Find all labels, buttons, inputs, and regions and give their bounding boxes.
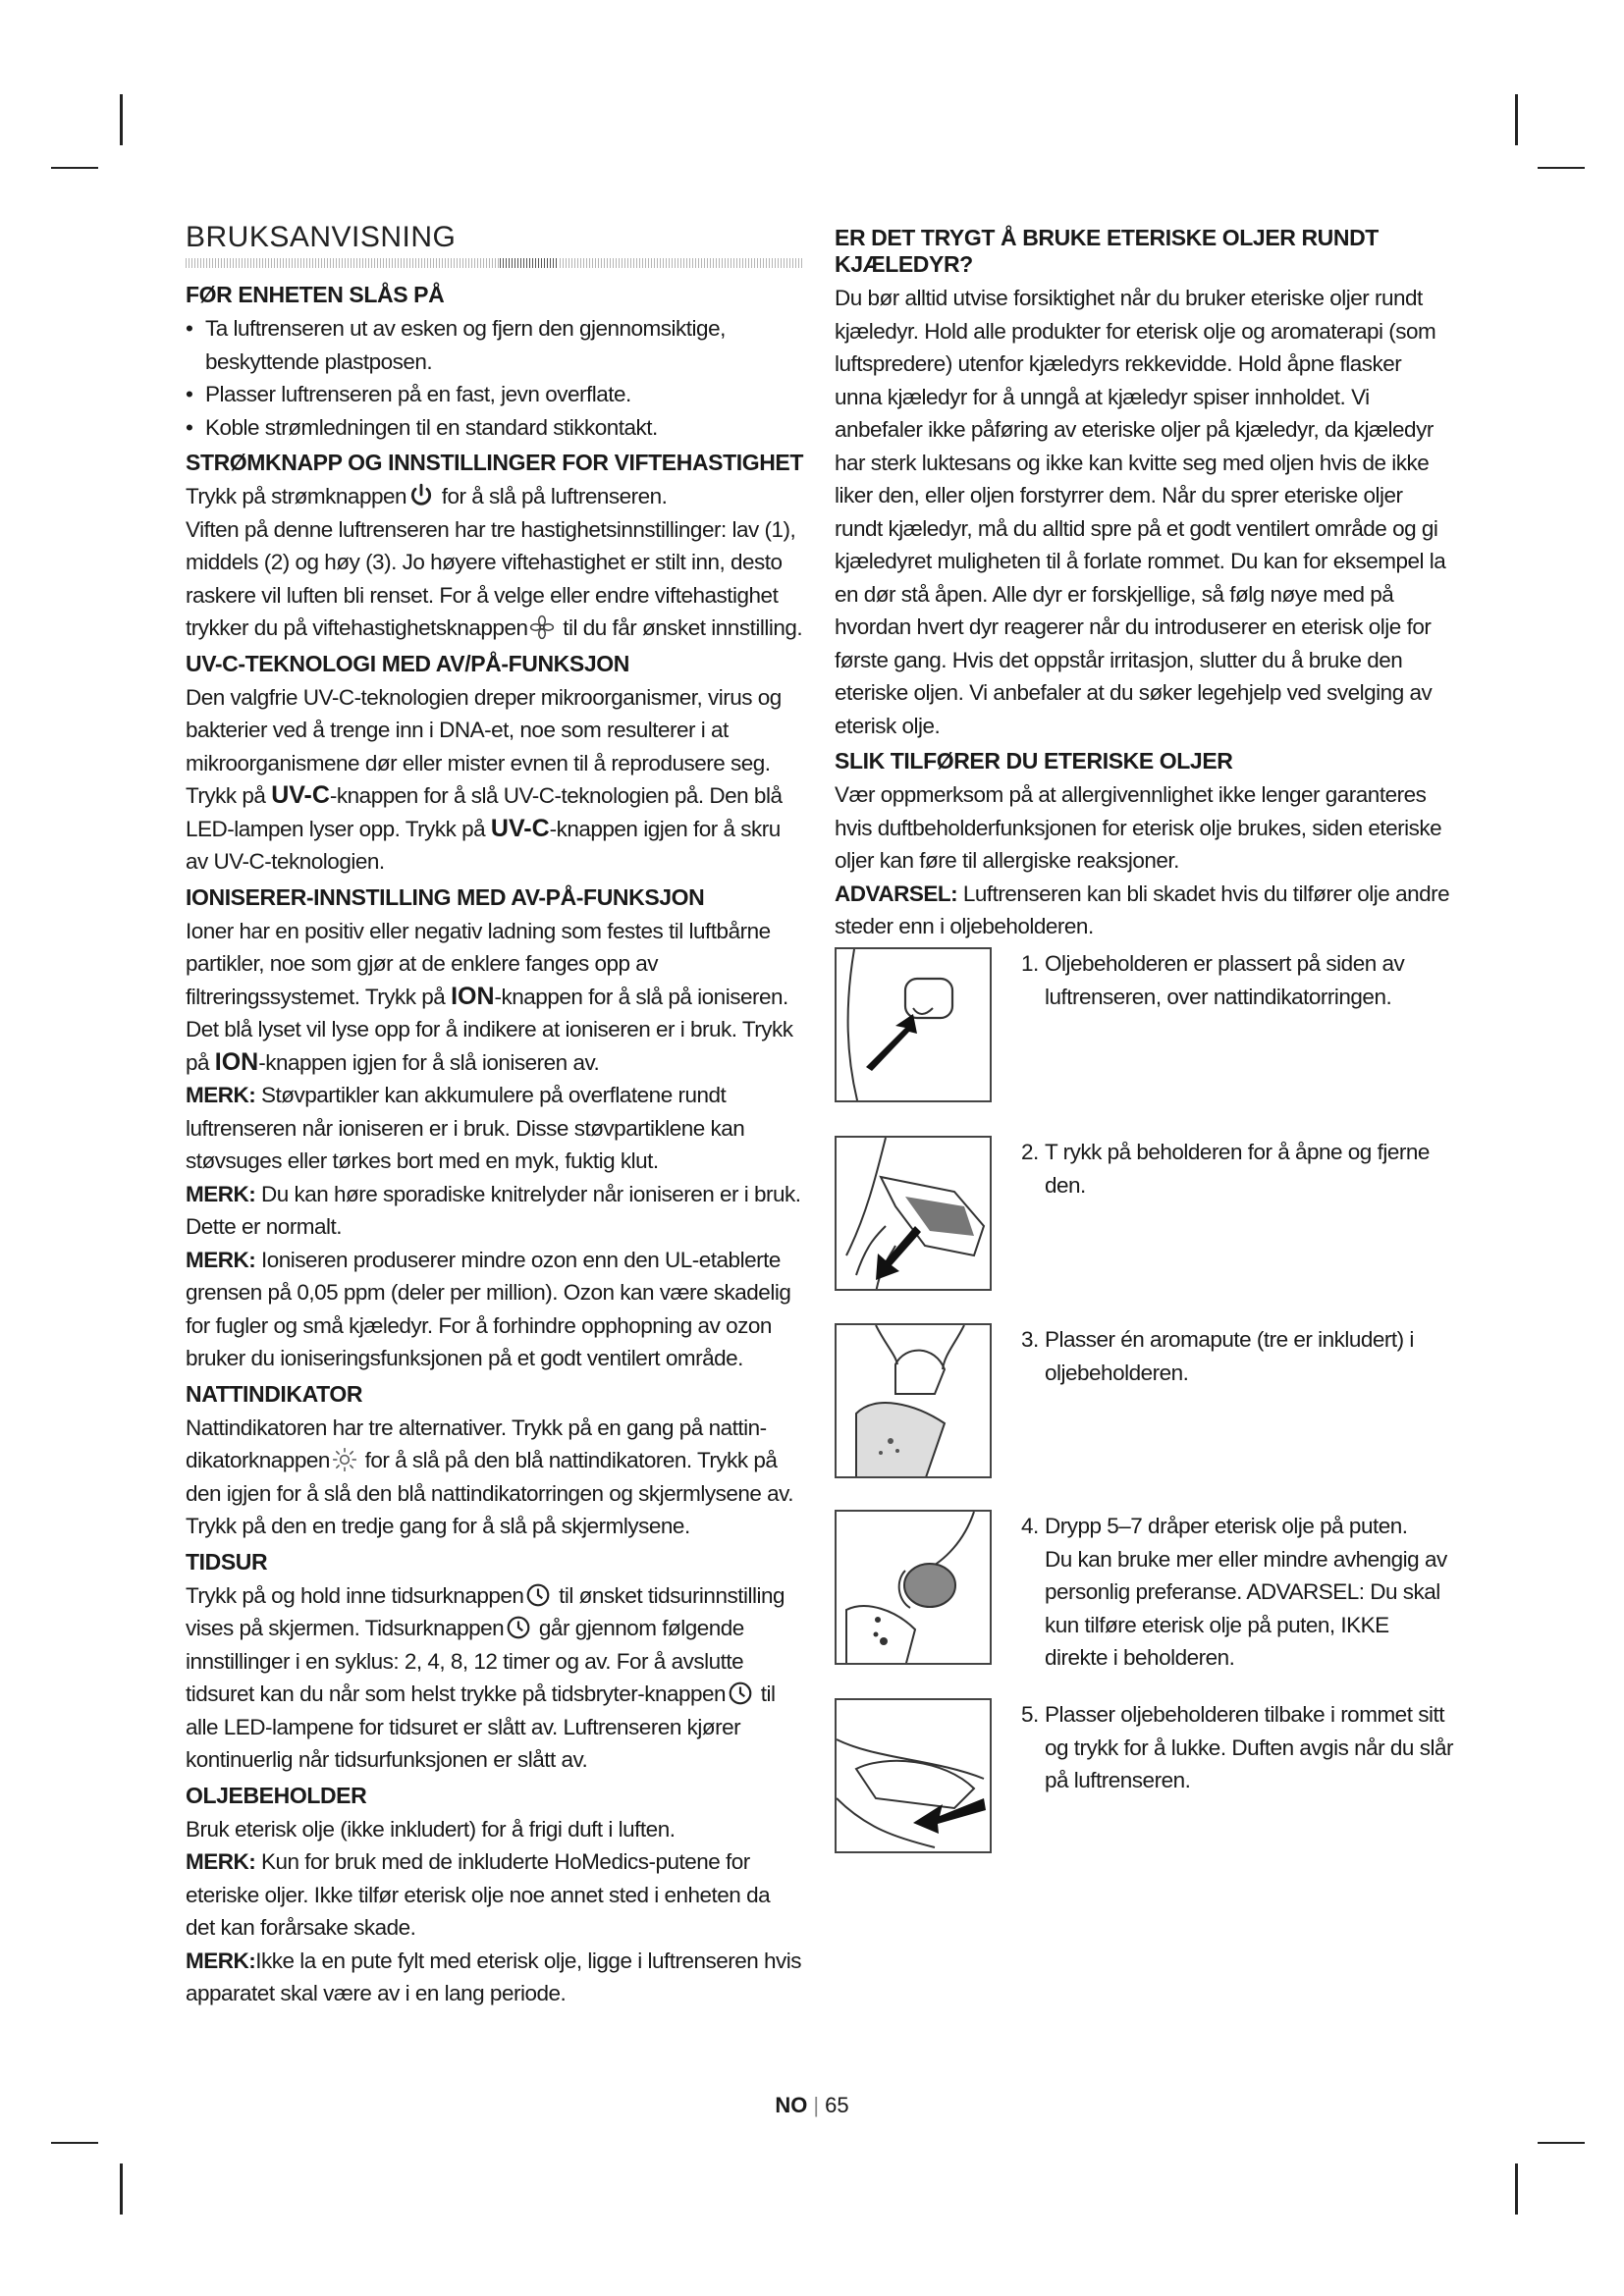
step-text: Drypp 5–7 dråper eterisk olje på puten. [1045,1514,1408,1538]
list-item: • Plasser luftrenseren på en fast, jevn overflate. [186,378,804,411]
step-text: oljebeholderen. [1045,1360,1189,1385]
sun-icon [332,1447,357,1472]
section-heading: SLIK TILFØRER DU ETERISKE OLJER [835,748,1233,774]
paragraph: Trykk på og hold inne tidsurknappen til ønsket tidsurinnstilling vises på skjermen. Tidsurknappen går gjennom følgende innstillinger i en syklus: 2, 4, 8, 12 timer og av. For å avslutte tidsuret kan du når som helst trykke på tidsbryter-knappen til alle LED-lampene for tidsuret er slått av. Luftrenseren kjører kontinuerlig når tidsurfunksjonen er slått av. [186,1582,785,1772]
section-heading: IONISERER-INNSTILLING MED AV-PÅ-FUNKSJON [186,883,705,910]
title-rule [186,258,804,268]
section-heading: OLJEBEHOLDER [186,1782,367,1808]
paragraph: Bruk eterisk olje (ikke inkludert) for å frigi duft i luften. [186,1816,676,1842]
paragraph: Ioner har en positiv eller negativ ladning som festes til luftbårne partikler, noe som gjør at de enklere fanges opp av filtreringssystemet. Trykk på ION-knappen for å slå på ioniseren. Det blå lyset vil lyse opp for å indikere at ioniseren er i bruk. Trykk på ION-knappen igjen for å slå ioniseren av. [186,918,793,1076]
paragraph: Viften på denne luftrenseren har tre hastighetsinnstillinger: lav (1), middels (2) og høy (3). Jo høyere viftehastighet er stilt inn, desto raskere vil luften bli renset. For å velge eller endre viftehastighet trykker du på viftehastighetsknappen til du får ønsket innstilling. [186,516,803,640]
bullet-list [186,312,804,444]
list-item: • Koble strømledningen til en standard stikkontakt. [186,411,804,445]
step-text: den. [1045,1172,1086,1198]
power-icon [408,483,434,508]
note: MERK: Du kan høre sporadiske knitrelyder når ioniseren er i bruk. Dette er normalt. [186,1181,801,1239]
paragraph: Vær oppmerksom på at allergivennlighet ikke lenger garanteres hvis duftbeholderfunksjonen for eterisk olje brukes, siden eteriske oljer kan føre til allergiske reaksjoner. [835,782,1442,873]
paragraph: Den valgfrie UV-C-teknologien dreper mikroorganismer, virus og bakterier ved å trenge inn i DNA-et, noe som resulterer i at mikroorganismene dør eller mister evnen til å reprodusere seg. Trykk på UV-C-knappen for å slå UV-C-teknologien på. Den blå LED-lampen lyser opp. Trykk på UV-C-knappen igjen for å skru av UV-C-teknologien. [186,684,783,874]
section-heading: STRØMKNAPP OG INNSTILLINGER FOR VIFTEHASTIGHET [186,450,804,475]
crop-mark [1538,167,1585,169]
note: MERK: Kun for bruk med de inkluderte HoMedics-putene for eteriske oljer. Ikke tilfør eterisk olje noe annet sted i enheten da det kan forårsake skade. [186,1849,771,1940]
section-heading: TIDSUR [186,1548,268,1575]
fan-icon [529,614,555,640]
step-illustration [835,1323,992,1478]
crop-mark [1515,94,1518,145]
footer-separator: | [813,2093,820,2117]
step-text: Plasser oljebeholderen tilbake i rommet sitt [1045,1702,1444,1727]
uvc-label: UV-C [271,781,330,809]
step-text: luftrenseren, over nattindikatorringen. [1045,984,1392,1009]
crop-mark [1515,2163,1518,2215]
list-item: • Ta luftrenseren ut av esken og fjern den gjennomsiktige, beskyttende plastposen. [186,312,804,378]
step-illustration [835,947,992,1102]
clock-icon [506,1615,531,1640]
step-text: T rykk på beholderen for å åpne og fjerne [1045,1140,1430,1164]
crop-mark [120,2163,123,2215]
step-illustration [835,1510,992,1665]
steps-list: 1. Oljebeholderen er plassert på siden av luftrenseren, over nattindikatorringen. 2. T rykk på beholderen for å åpne og fjerne den. 3. Plasser én aromapute (tre er inkludert) i oljebeholderen. 4. Drypp 5–7 dråper eterisk olje på puten. Du kan bruke mer eller mindre avhengig av personlig preferanse. ADVARSEL: Du skal kun tilføre eterisk olje på puten, IKKE direkte i beholderen. 5. Plasser oljebeholderen tilbake i rommet sitt og trykk for å lukke. Duften avgis når du slår på luftrenseren. [835,947,1453,1949]
clock-icon [728,1681,753,1706]
paragraph: Nattindikatoren har tre alternativer. Trykk på en gang på nattin-dikatorknappen for å slå på den blå nattindikatoren. Trykk på den igjen for å slå den blå nattindikatorringen og skjermlysene av. Trykk på den en tredje gang for å slå på skjermlysene. [186,1415,793,1538]
clock-icon [525,1582,551,1608]
crop-mark [120,94,123,145]
right-column [835,221,1453,943]
note: MERK: Ioniseren produserer mindre ozon enn den UL-etablerte grensen på 0,05 ppm (deler per million). Ozon kan være skadelig for fugler og små kjæledyr. For å forhindre opphopning av ozon bruker du ioniseringsfunksjonen på et godt ventilert område. [186,1247,791,1370]
page-number: 65 [825,2093,849,2117]
crop-mark [1538,2142,1585,2144]
section-heading: NATTINDIKATOR [186,1380,363,1407]
left-column [186,221,804,2010]
paragraph: Trykk på strømknappen for å slå på luftrenseren. [186,484,668,508]
language-code: NO [775,2093,808,2117]
section-heading: FØR ENHETEN SLÅS PÅ [186,282,445,307]
warning: ADVARSEL: Luftrenseren kan bli skadet hvis du tilfører olje andre steder enn i oljebeholderen. [835,881,1450,938]
page-footer [0,2093,1624,2118]
step-illustration [835,1136,992,1291]
section-heading: ER DET TRYGT Å BRUKE ETERISKE OLJER RUNDT KJÆLEDYR? [835,225,1379,277]
step-text: og trykk for å lukke. Duften avgis når du slår på luftrenseren. [1045,1735,1453,1792]
step-text: Plasser én aromapute (tre er inkludert) i [1045,1327,1414,1352]
crop-mark [51,167,98,169]
crop-mark [51,2142,98,2144]
section-heading: UV-C-TEKNOLOGI MED AV/PÅ-FUNKSJON [186,650,629,676]
paragraph: Du bør alltid utvise forsiktighet når du bruker eteriske oljer rundt kjæledyr. Hold alle produkter for eterisk olje og aromaterapi (som luftspredere) utenfor kjæledyrs rekkevidde. Hold åpne flasker unna kjæledyr for å unngå at kjæledyr spiser innholdet. Vi anbefaler ikke påføring av eteriske oljer på kjæledyr, da kjæledyr har sterk luktesans og ikke kan kvitte seg med oljen hvis de ikke liker den, eller oljen forstyrrer dem. Når du sprer eteriske oljer rundt kjæledyr, må du alltid spre på et godt ventilert område og gi kjæledyret muligheten til å forlate rommet. Du kan for eksempel la en dør stå åpen. Alle dyr er forskjellige, så følg nøye med på hvordan hvert dyr reagerer når du introduserer en eterisk olje for første gang. Hvis det oppstår irritasjon, slutter du å bruke den eteriske oljen. Vi anbefaler at du søker legehjelp ved svelging av eterisk olje. [835,286,1446,738]
step-illustration [835,1698,992,1853]
ion-label: ION [214,1047,259,1076]
note: MERK: Støvpartikler kan akkumulere på overflatene rundt luftrenseren når ioniseren er i bruk. Disse støvpartiklene kan støvsuges eller tørkes bort med en myk, fuktig klut. [186,1083,745,1173]
step-text: Du kan bruke mer eller mindre avhengig av personlig preferanse. ADVARSEL: Du skal kun tilføre eterisk olje på puten, IKKE direkte i beholderen. [1045,1546,1447,1670]
note: MERK:Ikke la en pute fylt med eterisk olje, ligge i luftrenseren hvis apparatet skal være av i en lang periode. [186,1948,802,2005]
step-text: Oljebeholderen er plassert på siden av [1045,951,1405,976]
ion-label: ION [451,982,495,1010]
page-title: BRUKSANVISNING [186,221,457,253]
uvc-label: UV-C [490,814,550,842]
